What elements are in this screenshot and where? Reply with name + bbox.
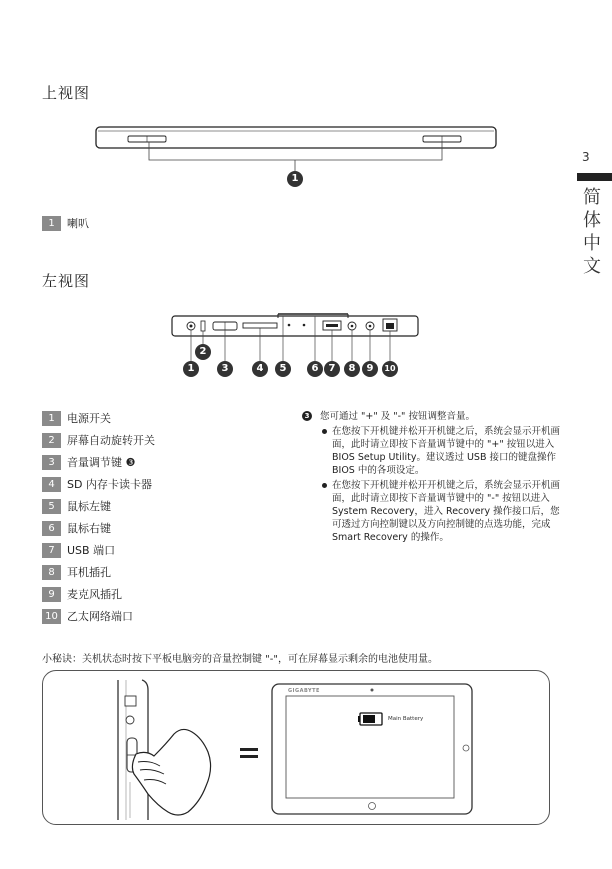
legend-num: 6 [42,521,61,536]
left-callout-3: 3 [217,361,233,377]
left-callout-8: 8 [344,361,360,377]
left-callout-5: 5 [275,361,291,377]
note-heading [302,410,562,423]
legend-label: 鼠标右键 [67,521,111,535]
legend-label: USB 端口 [67,543,116,557]
left-legend-row [42,520,111,535]
tip-text: 小秘诀：关机状态时按下平板电脑旁的音量控制键 "-"，可在屏幕显示剩余的电池使用量。 [42,654,438,665]
left-legend-row [42,498,111,513]
battery-label: Main Battery [388,716,424,722]
language-label: 简体中文 [583,187,601,277]
left-callout-6: 6 [307,361,323,377]
left-legend-row [42,476,152,491]
legend-num: 9 [42,587,61,602]
left-legend-row [42,454,135,469]
legend-num: 2 [42,433,61,448]
legend-label: 乙太网络端口 [67,609,133,623]
legend-label: 音量调节键 ❸ [67,455,136,469]
legend-num: 7 [42,543,61,558]
legend-num: 5 [42,499,61,514]
note-bullet [302,479,562,544]
top-view-title: 上视图 [42,84,91,102]
bullet-dot-icon [322,483,327,488]
left-legend-row [42,608,133,623]
legend-num: 10 [42,609,61,624]
left-legend-row [42,586,122,601]
note-marker-icon: 3 [302,411,312,421]
note-bullet-text: 在您按下开机键并松开开机键之后，系统会显示开机画面，此时请立即按下音量调节键中的 "-" 按钮以进入 System Recovery，进入 Recovery 操作接口后，您可透过方向控制键以及方向控制键的点选功能，完成 Smart Recovery 的操作。 [332,480,561,543]
left-legend-row [42,564,111,579]
left-callout-2: 2 [195,344,211,360]
bullet-dot-icon [322,429,327,434]
legend-label: 电源开关 [67,411,111,425]
left-callout-1: 1 [183,361,199,377]
note-bullet [302,425,562,477]
left-callout-10: 10 [382,361,398,377]
legend-label: 屏幕自动旋转开关 [67,433,155,447]
hand-shape [132,729,210,815]
legend-num: 8 [42,565,61,580]
legend-num: 1 [42,411,61,426]
legend-num: 3 [42,455,61,470]
left-callout-7: 7 [324,361,340,377]
top-callout-1: 1 [287,171,303,187]
left-legend-row [42,542,115,557]
legend-label: 麦克风插孔 [67,587,122,601]
top-legend-num: 1 [42,216,61,231]
legend-num: 4 [42,477,61,492]
note-heading-text: 您可通过 "+" 及 "-" 按钮调整音量。 [320,411,475,422]
left-callout-4: 4 [252,361,268,377]
top-legend-row [42,215,89,230]
page-number: 3 [582,150,590,164]
note-bullet-text: 在您按下开机键并松开开机键之后，系统会显示开机画面，此时请立即按下音量调节键中的 "+" 按钮以进入 BIOS Setup Utility。建议透过 USB 接口的键盘操作 BIOS 中的各项设定。 [332,426,561,476]
left-view-title: 左视图 [42,272,91,290]
volume-note [302,410,562,544]
legend-label: 耳机插孔 [67,565,111,579]
left-legend-row [42,410,111,425]
left-legend-row [42,432,155,447]
legend-label: SD 内存卡读卡器 [67,477,152,491]
tablet-brand-logo: GIGABYTE [288,688,320,694]
legend-label: 鼠标左键 [67,499,111,513]
left-callout-9: 9 [362,361,378,377]
language-tab-bar [577,173,612,181]
top-legend-label: 喇叭 [67,216,89,230]
